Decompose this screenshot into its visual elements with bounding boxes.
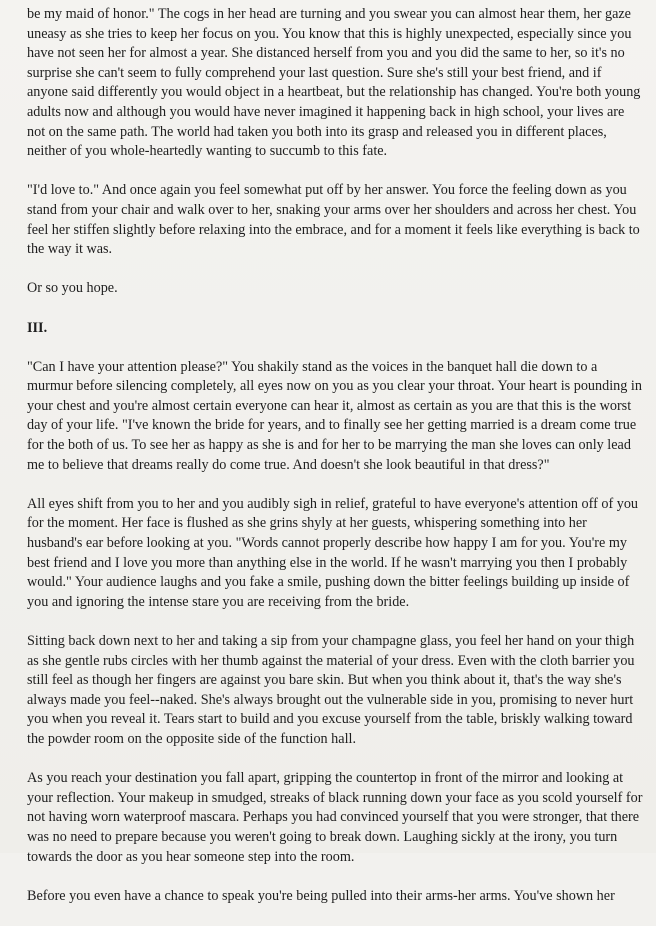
section-heading: III. <box>27 319 48 336</box>
paragraph-before-you-speak: Before you even have a chance to speak you're being pulled into their arms-her arms. You've shown her <box>27 887 615 904</box>
story-text <box>27 5 645 926</box>
paragraph-maid-of-honor: be my maid of honor." The cogs in her head are turning and you swear you can almost hear them, her gaze uneasy as she tries to keep her focus on you. You know that this is highly unexpected, especially since you have not seen her for almost a year. She distanced herself from you and you did the same to her, so it's no surprise she can't seem to fully comprehend your last question. Sure she's still your best friend, and if anyone said differently you would object in a heartbeat, but the relationship has changed. You're both young adults now and although you would have never imagined it happening back in high school, your lives are not on the same path. The world had taken you both into its grasp and released you in different places, neither of you whole-heartedly wanting to succumb to this fate. <box>27 6 641 160</box>
paragraph-all-eyes-shift: All eyes shift from you to her and you audibly sigh in relief, grateful to have everyone's attention off of you for the moment. Her face is flushed as she grins shyly at her guests, whispering something into her husband's ear before looking at you. "Words cannot properly describe how happy I am for you. You're my best friend and I love you more than anything else in the world. If he wasn't marrying you then I probably would." Your audience laughs and you fake a smile, pushing down the bitter feelings building up inside of you and ignoring the intense stare you are receiving from the bride. <box>27 495 639 610</box>
paragraph-sitting-back-down: Sitting back down next to her and taking a sip from your champagne glass, you feel her hand on your thigh as she gentle rubs circles with her thumb against the material of your dress. Even with the cloth barrier you still feel as though her fingers are against you bare skin. But when you think about it, that's the way she's always made you feel--naked. She's always brought out the vulnerable side in you, promising to never hurt you when you reveal it. Tears start to build and you excuse yourself from the table, briskly walking toward the powder room on the opposite side of the function hall. <box>27 633 635 747</box>
paragraph-attention-please: "Can I have your attention please?" You shakily stand as the voices in the banquet hall die down to a murmur before silencing completely, all eyes now on you as you clear your throat. Your heart is pounding in your chest and you're almost certain everyone can hear it, almost as certain as you are that this is the worst day of your life. "I've known the bride for years, and to finally see her getting married is a dream come true for the both of us. To see her as happy as she is and for her to be marrying the man she loves can only lead me to believe that dreams really do come true. And doesn't she look beautiful in that dress?" <box>27 358 642 473</box>
paragraph-id-love-to: "I'd love to." And once again you feel somewhat put off by her answer. You force the feeling down as you stand from your chair and walk over to her, snaking your arms over her shoulders and across her chest. You feel her stiffen slightly before relaxing into the embrace, and for a moment it feels like everything is back to the way it was. <box>27 182 640 258</box>
paragraph-reach-destination: As you reach your destination you fall apart, gripping the countertop in front of the mirror and looking at your reflection. Your makeup in smudged, streaks of black running down your face as you scold yourself for not having worn waterproof mascara. Perhaps you had convinced yourself that you were stronger, that there was no need to prepare because you weren't going to break down. Laughing sickly at the irony, you turn towards the door as you hear someone step into the room. <box>27 770 643 865</box>
paragraph-or-so-you-hope: Or so you hope. <box>27 280 118 297</box>
